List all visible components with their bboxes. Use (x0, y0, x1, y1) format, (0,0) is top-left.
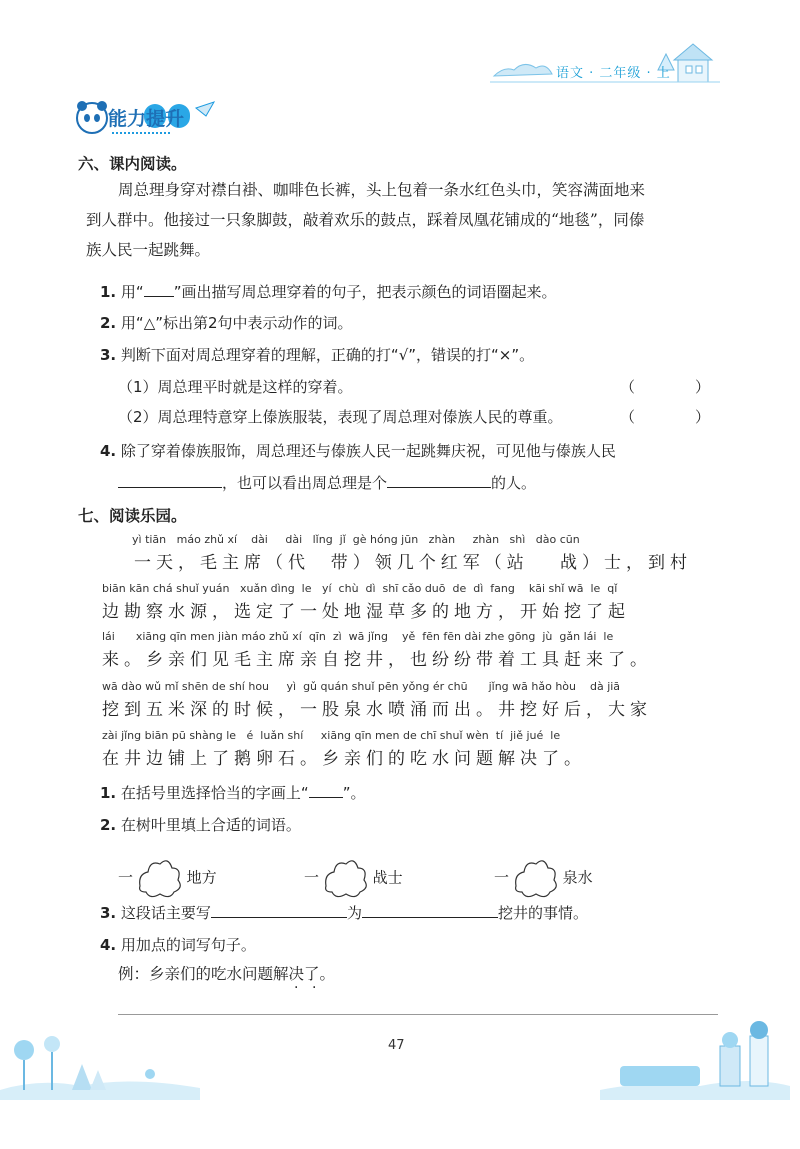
passage-line-3: 族人民一起跳舞。 (86, 241, 211, 259)
answer-blank[interactable] (309, 783, 343, 798)
pinyin-row-5: zài jǐng biān pū shàng le é luǎn shí xiāng qīn men de chī shuǐ wèn tí jiě jué le (102, 729, 561, 742)
answer-blank[interactable] (144, 282, 174, 297)
s6-question-3 (100, 344, 534, 365)
q-number: 1. (100, 283, 117, 301)
q-text: 用“ (120, 283, 144, 301)
answer-line[interactable] (118, 1014, 718, 1015)
answer-paren-2[interactable]: （ ） (620, 408, 711, 426)
q-text: 为 (346, 904, 362, 922)
answer-blank[interactable] (362, 903, 498, 918)
hanzi-row-3: 来。乡亲们见毛主席亲自挖井，也纷纷带着工具赶来了。 (102, 650, 652, 670)
q-text: 判断下面对周总理穿着的理解，正确的打“√”，错误的打“×”。 (120, 346, 535, 364)
answer-paren-1[interactable]: （ ） (620, 378, 711, 396)
q-text: 挖井的事情。 (497, 904, 588, 922)
hanzi-row-2: 边勘察水源，选定了一处地湿草多的地方，开始挖了起 (102, 602, 630, 622)
s6-q3-item-2: （2）周总理特意穿上傣族服装，表现了周总理对傣族人民的尊重。 (118, 408, 563, 426)
q-text: 这段话主要写 (120, 904, 211, 922)
leaf-icon[interactable] (322, 856, 370, 900)
s7-question-3 (100, 902, 588, 923)
q-text: 的人。 (491, 474, 537, 492)
q-text: 在树叶里填上合适的词语。 (120, 816, 301, 834)
hanzi-row-4: 挖到五米深的时候，一股泉水喷涌而出。井挖好后，大家 (102, 700, 652, 720)
leaf-item-3: 一 泉水 (494, 856, 593, 900)
answer-blank[interactable] (211, 903, 347, 918)
badge-title: 能力提升 (108, 108, 185, 130)
section-7-title: 七、阅读乐园。 (78, 507, 187, 525)
s6-q4-line-2 (118, 472, 536, 493)
answer-blank[interactable] (118, 473, 222, 488)
page-number: 47 (388, 1038, 405, 1053)
s7-question-2 (100, 814, 301, 835)
s6-q3-item-1: （1）周总理平时就是这样的穿着。 (118, 378, 353, 396)
example-sentence: 例：乡亲们的吃水问题解决了。 (118, 965, 336, 983)
q-number: 4. (100, 936, 117, 954)
q-text: ，也可以看出周总理是个 (222, 474, 388, 492)
answer-blank[interactable] (387, 473, 491, 488)
emphasis-dot: · (294, 980, 299, 996)
q-text: 除了穿着傣族服饰，周总理还与傣族人民一起跳舞庆祝，可见他与傣族人民 (120, 442, 616, 460)
q-number: 3. (100, 346, 117, 364)
emphasis-dot: · (312, 980, 317, 996)
leaf-item-1: 一 地方 (118, 856, 217, 900)
footer-decoration-right (600, 1016, 790, 1100)
hanzi-row-1: 一天，毛主席（代 带）领几个红军（站 战）士，到村 (134, 553, 693, 573)
passage-line-1: 周总理身穿对襟白褂、咖啡色长裤，头上包着一条水红色头巾，笑容满面地来 (118, 181, 646, 199)
passage-line-2: 到人群中。他接过一只象脚鼓，敲着欢乐的鼓点，踩着凤凰花铺成的“地毯”，同傣 (86, 211, 645, 229)
leaf-icon[interactable] (136, 856, 184, 900)
section-6-title: 六、课内阅读。 (78, 155, 187, 173)
leaf-icon[interactable] (512, 856, 560, 900)
q-text: 用“△”标出第2句中表示动作的词。 (120, 314, 353, 332)
footer-decoration-left (0, 1020, 200, 1100)
s7-question-4 (100, 934, 256, 955)
pinyin-row-2: biān kān chá shuǐ yuán xuǎn dìng le yí chù dì shī cǎo duō de dì fang kāi shǐ wā le qǐ (102, 582, 618, 595)
q-text: 用加点的词写句子。 (120, 936, 256, 954)
q-number: 1. (100, 784, 117, 802)
q-text: ”画出描写周总理穿着的句子，把表示颜色的词语圈起来。 (173, 283, 557, 301)
header-label: 语文 · 二年级 · 上 (556, 66, 671, 81)
hanzi-row-5: 在井边铺上了鹅卵石。乡亲们的吃水问题解决了。 (102, 749, 586, 769)
q-number: 2. (100, 314, 117, 332)
q-text: 在括号里选择恰当的字画上“ (120, 784, 309, 802)
s6-question-1 (100, 281, 556, 302)
pinyin-row-3: lái xiāng qīn men jiàn máo zhǔ xí qīn zì wā jǐng yě fēn fēn dài zhe gōng jù gǎn lái le (102, 630, 614, 643)
badge-underline (112, 132, 170, 134)
s6-question-2 (100, 312, 353, 333)
s7-question-1 (100, 782, 365, 803)
leaf-item-2: 一 战士 (304, 856, 403, 900)
pinyin-row-4: wā dào wǔ mǐ shēn de shí hou yì gǔ quán shuǐ pēn yǒng ér chū jǐng wā hǎo hòu dà jiā (102, 680, 621, 693)
q-number: 4. (100, 442, 117, 460)
s6-question-4 (100, 440, 616, 461)
q-text: ”。 (342, 784, 366, 802)
pinyin-row-1: yì tiān máo zhǔ xí dài dài lǐng jǐ gè hóng jūn zhàn zhàn shì dào cūn (132, 533, 580, 546)
q-number: 3. (100, 904, 117, 922)
q-number: 2. (100, 816, 117, 834)
